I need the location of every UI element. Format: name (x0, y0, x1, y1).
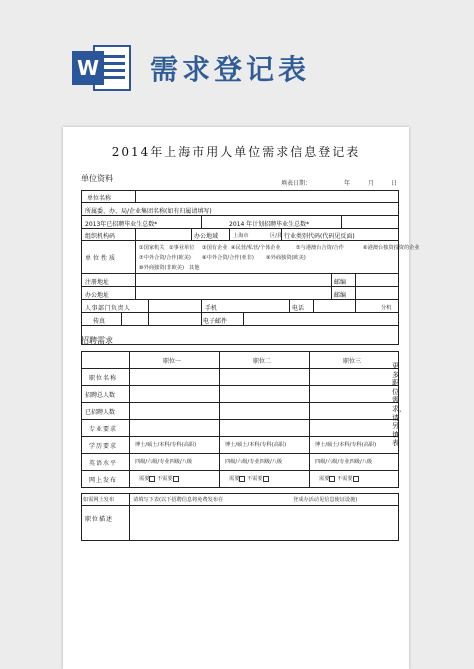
position-2-header: 职位二 (253, 358, 272, 365)
nature-option-3[interactable]: ③国有企业 (202, 245, 228, 251)
need-checkbox-3[interactable] (329, 476, 335, 482)
label-org-code: 组织机构码 (85, 233, 116, 240)
need-label-1: 需要 (139, 476, 150, 482)
nature-option-8[interactable]: ⑧中外合资/合作(亚非) (202, 255, 254, 261)
eng-options-1[interactable]: 四级/六级/专业四级/八级 (135, 459, 193, 465)
row-major: 专业要求 (89, 426, 118, 433)
word-document-icon (72, 43, 134, 93)
label-industry: 行业类别代码(代码见反面) (284, 233, 355, 240)
noneed-label-1: 不需要 (157, 476, 173, 482)
label-affiliation: 所属委、办、局/企业集团名称(如有归属请填写) (85, 208, 212, 215)
edu-options-3[interactable]: 博士/硕士/本科/专科(高职) (315, 442, 377, 448)
label-office-address: 办公地址 (85, 292, 110, 299)
row-already-hired: 已招聘人数 (85, 409, 116, 416)
label-hr-contact: 人事部门负责人 (85, 305, 131, 312)
document-title: 2014年上海市用人单位需求信息登记表 (111, 145, 361, 159)
online-publish-label: 如需网上发布 (83, 497, 115, 503)
noneed-checkbox-3[interactable] (353, 476, 359, 482)
section-recruitment: 招聘需求 (81, 336, 113, 345)
date-month: 月 (368, 180, 375, 187)
date-day: 日 (391, 180, 398, 187)
office-city: 上海市 (233, 233, 249, 239)
label-email: 电子邮件 (203, 318, 228, 325)
form-paper (63, 127, 420, 669)
label-hired-2013: 2013年已招聘毕业生总数* (85, 221, 158, 228)
label-phone: 电话 (292, 305, 305, 312)
label-mobile: 手机 (205, 305, 218, 312)
noneed-checkbox-1[interactable] (173, 476, 179, 482)
row-education: 学历要求 (89, 443, 118, 450)
label-plan-2014: 2014 年计划招聘毕业生总数* (229, 221, 310, 228)
date-year: 年 (344, 180, 351, 187)
nature-option-7[interactable]: ⑦中外合资/合作(欧美) (139, 255, 191, 261)
label-postcode-1: 邮编 (334, 279, 347, 286)
position-desc-field[interactable] (129, 505, 399, 541)
section-unit-info: 单位资料 (81, 174, 113, 183)
office-district: 区/县 (270, 233, 283, 239)
side-note: 更多职位需求，请另填表 (392, 362, 406, 448)
label-extension: 分机 (381, 305, 392, 311)
row-position-name: 职位名称 (89, 375, 118, 382)
label-fax: 传真 (93, 318, 106, 325)
nature-option-1[interactable]: ①国家机关 (139, 245, 165, 251)
eng-options-3[interactable]: 四级/六级/专业四级/八级 (315, 459, 373, 465)
need-checkbox-1[interactable] (149, 476, 155, 482)
edu-options-1[interactable]: 博士/硕士/本科/专科(高职) (135, 442, 197, 448)
nature-option-4[interactable]: ④民营/私营/个体企业 (231, 245, 281, 251)
position-3-header: 职位三 (343, 358, 362, 365)
row-total-hires: 招聘总人数 (85, 392, 116, 399)
need-label-2: 需要 (229, 476, 240, 482)
need-label-3: 需要 (319, 476, 330, 482)
label-unit-nature: 单位性质 (85, 255, 118, 262)
nature-option-5[interactable]: ⑤与港澳台合资/合作 (296, 245, 344, 251)
nature-option-6[interactable]: ⑥港澳台独资投资的企业 (363, 245, 420, 251)
row-online-publish: 网上发布 (89, 477, 118, 484)
label-unit-name: 单位名称 (87, 195, 112, 202)
banner-title: 需求登记表 (150, 53, 311, 86)
edu-options-2[interactable]: 博士/硕士/本科/专科(高职) (225, 442, 287, 448)
noneed-checkbox-2[interactable] (263, 476, 269, 482)
nature-option-2[interactable]: ②事业单位 (169, 245, 195, 251)
noneed-label-3: 不需要 (337, 476, 353, 482)
date-label: 填表日期： (281, 180, 312, 187)
nature-option-9[interactable]: ⑨外商独资(欧美) (266, 255, 306, 261)
logo-letter: W (76, 56, 100, 80)
label-reg-address: 注册地址 (85, 279, 110, 286)
unit-name-field[interactable] (135, 190, 399, 203)
label-office-location: 办公地域 (194, 233, 219, 240)
eng-options-2[interactable]: 四级/六级/专业四级/八级 (225, 459, 283, 465)
banner (0, 0, 474, 110)
label-position-desc: 职位描述 (85, 516, 114, 523)
online-publish-desc: 请填写下表(以下招聘信息将免费发布在 (133, 497, 224, 503)
label-postcode-2: 邮编 (334, 292, 347, 299)
nature-option-10[interactable]: ⑩外商独资(非欧美) (139, 265, 185, 271)
need-checkbox-2[interactable] (239, 476, 245, 482)
row-english: 英语水平 (89, 460, 118, 467)
noneed-label-2: 不需要 (247, 476, 263, 482)
nature-option-other[interactable]: 其他 (189, 265, 200, 271)
position-1-header: 职位一 (163, 358, 182, 365)
online-publish-desc2: 登成办活动见信息使证设施) (293, 497, 358, 503)
